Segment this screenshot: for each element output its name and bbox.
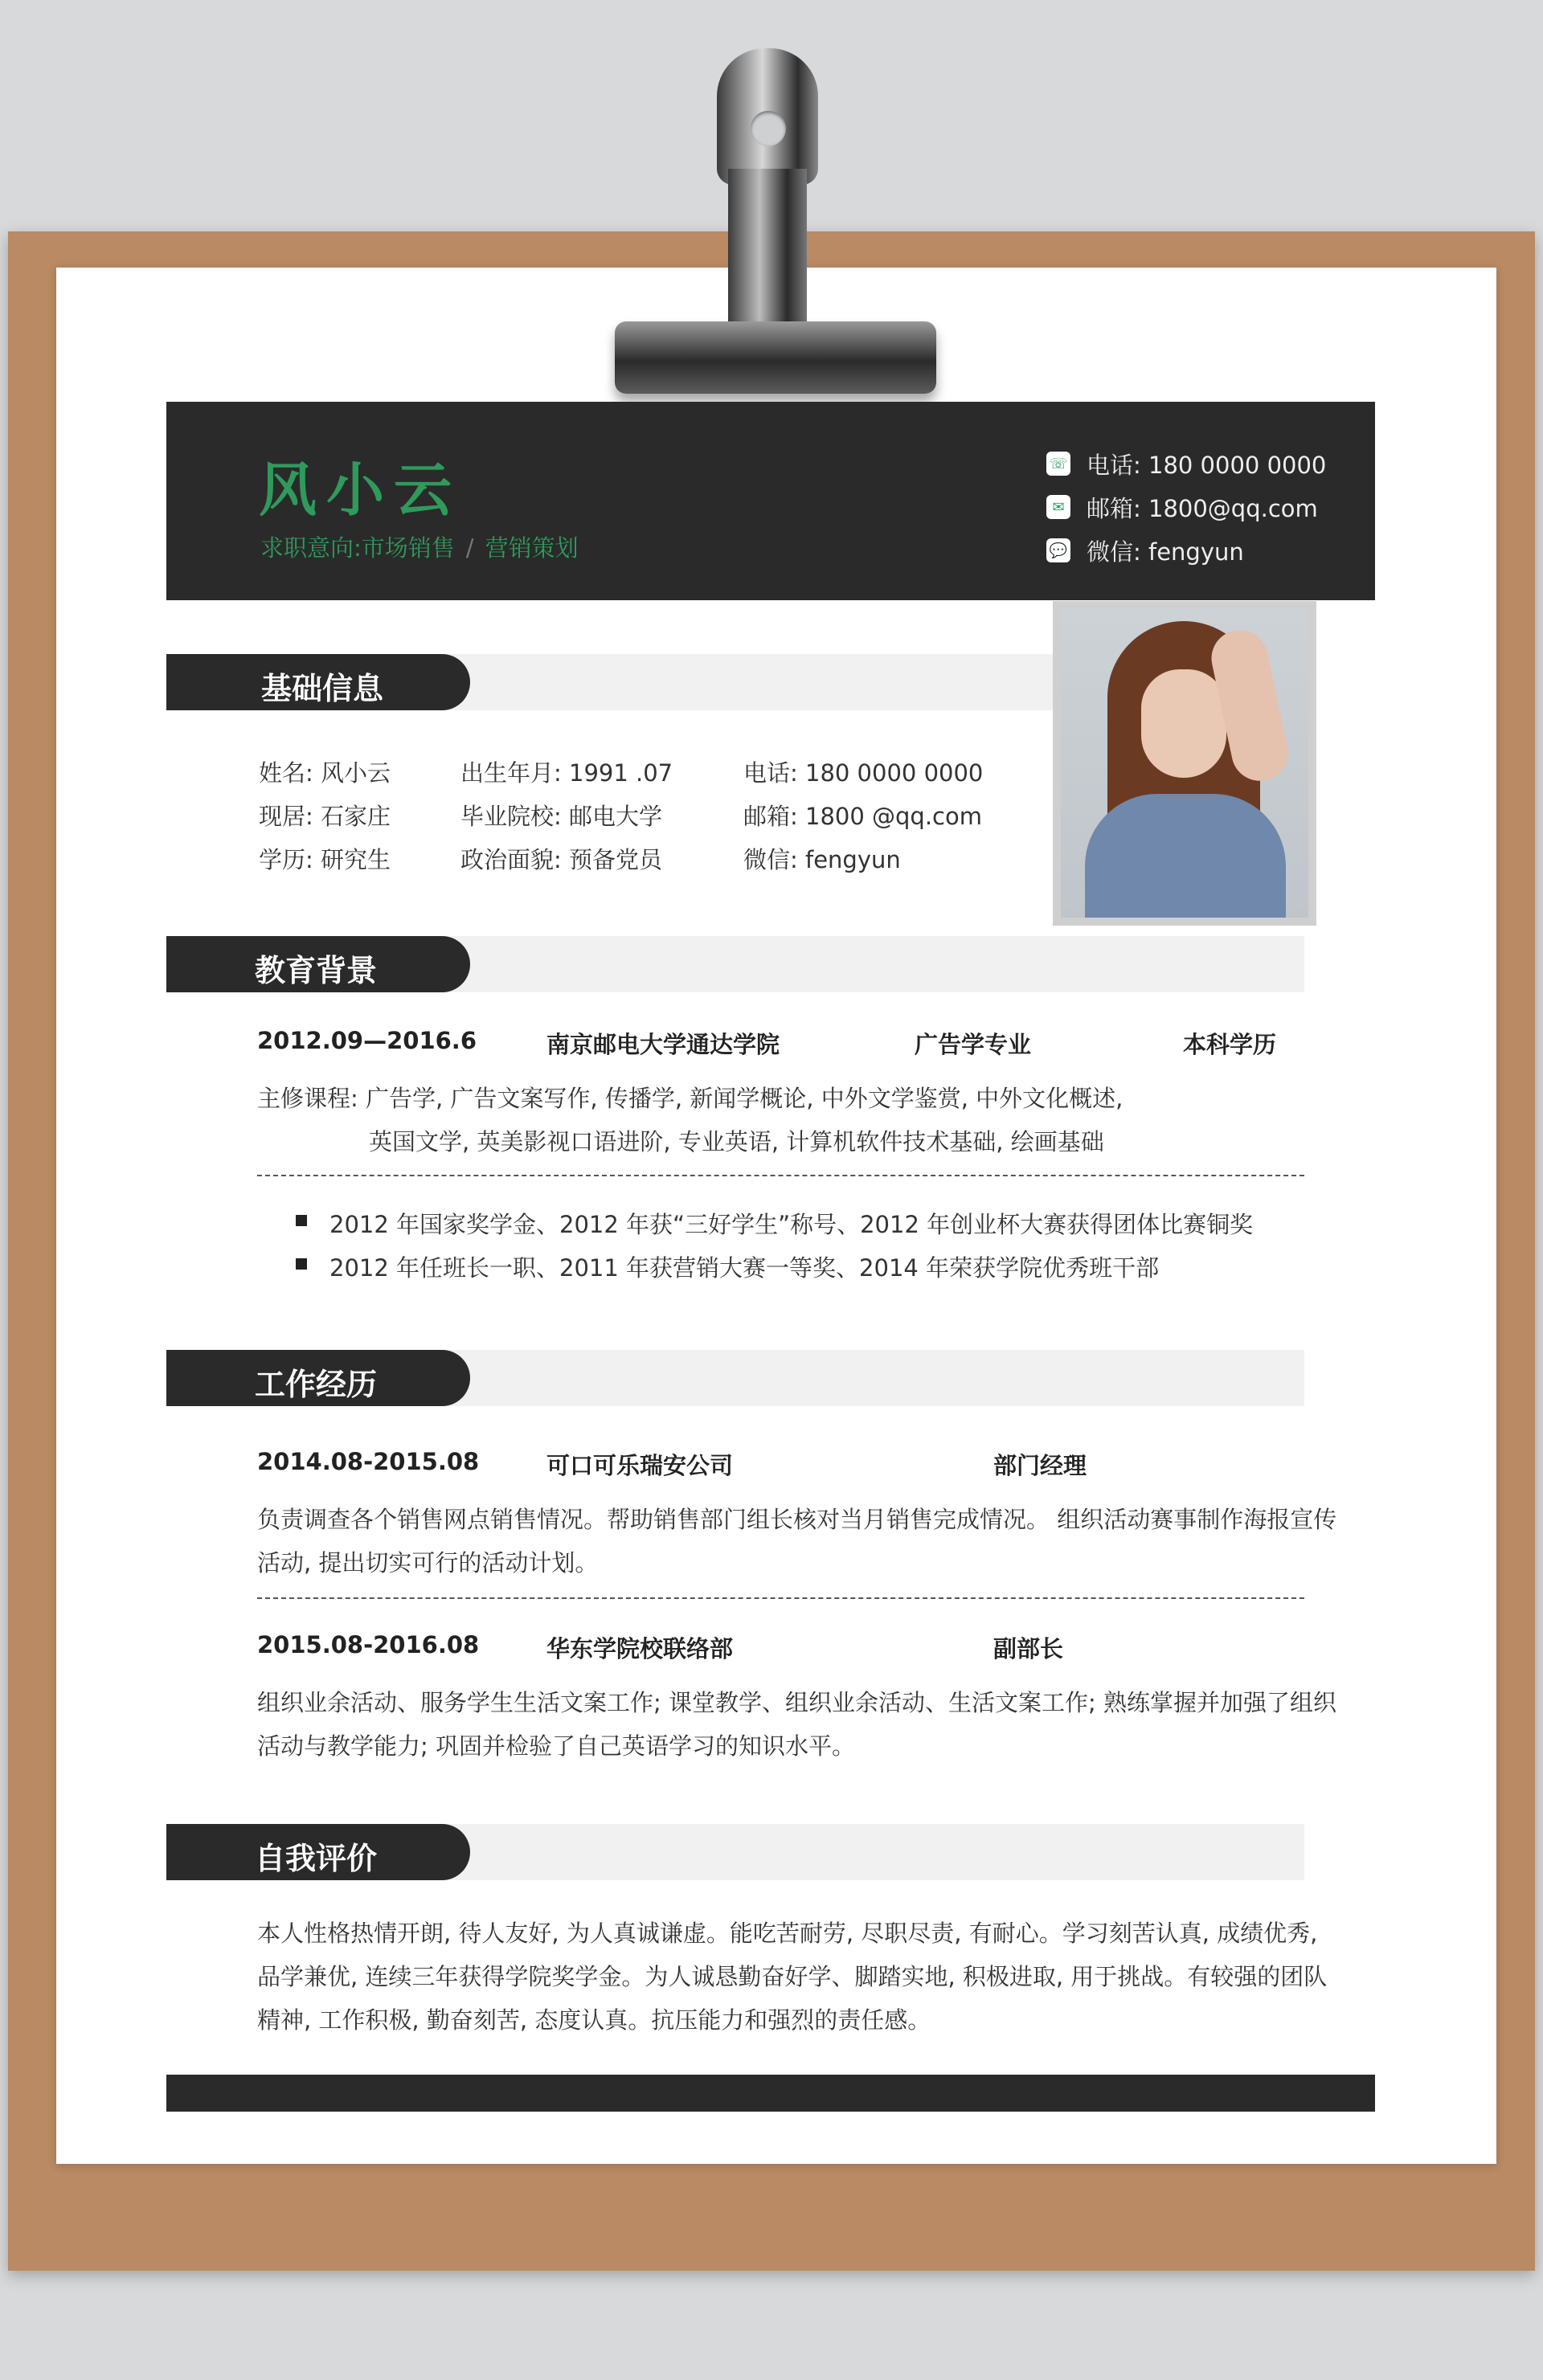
header-contacts: [1046, 442, 1326, 572]
contact-wechat-text: 微信: fengyun: [1087, 538, 1244, 566]
photo-face: [1141, 669, 1226, 778]
edu-award-2: 2012 年任班长一职、2011 年获营销大赛一等奖、2014 年荣获学院优秀班干部: [329, 1254, 1160, 1282]
bullet: [296, 1215, 307, 1226]
footer-bar: [166, 2075, 1375, 2112]
basic-school: 毕业院校: 邮电大学: [460, 803, 662, 830]
work-2-company: 华东学院校联络部: [546, 1635, 734, 1662]
job-intent: [260, 530, 579, 563]
edu-degree: 本科学历: [1183, 1031, 1277, 1058]
work-2-desc-line2: 活动与教学能力; 巩固并检验了自己英语学习的知识水平。: [257, 1732, 855, 1760]
work-1-period: 2014.08-2015.08: [257, 1448, 480, 1475]
basic-email: 邮箱: 1800 @qq.com: [743, 803, 982, 830]
basic-residence: 现居: 石家庄: [259, 803, 391, 830]
edu-award-1: 2012 年国家奖学金、2012 年获“三好学生”称号、2012 年创业杯大赛获得团体比赛铜奖: [329, 1211, 1254, 1238]
section-title-education: 教育背景: [255, 953, 378, 988]
work-1-desc-line1: 负责调查各个销售网点销售情况。帮助销售部门组长核对当月销售完成情况。 组织活动赛事制作海报宣传: [257, 1506, 1337, 1533]
work-1-desc-line2: 活动, 提出切实可行的活动计划。: [257, 1549, 599, 1576]
basic-birth: 出生年月: 1991 .07: [460, 759, 673, 787]
intent-prefix: 求职意向:: [260, 534, 362, 562]
clip-hole: [751, 111, 786, 146]
section-title-work: 工作经历: [255, 1367, 378, 1402]
work-2-desc-line1: 组织业余活动、服务学生生活文案工作; 课堂教学、组织业余活动、生活文案工作; 熟练掌握并加强了组织: [257, 1689, 1336, 1716]
edu-courses-line2: 英国文学, 英美影视口语进阶, 专业英语, 计算机软件技术基础, 绘画基础: [369, 1128, 1104, 1155]
edu-major: 广告学专业: [915, 1031, 1032, 1058]
self-eval-line2: 品学兼优, 连续三年获得学院奖学金。为人诚恳勤奋好学、脚踏实地, 积极进取, 用于挑战。有较强的团队: [257, 1963, 1328, 1990]
work-2-role: 副部长: [993, 1635, 1064, 1662]
basic-name: 姓名: 风小云: [259, 759, 391, 787]
contact-email-text: 邮箱: 1800@qq.com: [1087, 494, 1318, 522]
self-eval-line3: 精神, 工作积极, 勤奋刻苦, 态度认真。抗压能力和强烈的责任感。: [257, 2006, 931, 2034]
intent-1: 市场销售: [361, 534, 455, 562]
section-education-header: [166, 936, 1304, 992]
clip-base: [615, 321, 936, 394]
edu-school: 南京邮电大学通达学院: [546, 1031, 780, 1058]
candidate-name: 风小云: [259, 456, 462, 524]
divider: [257, 1597, 1304, 1599]
edu-courses-line1: 主修课程: 广告学, 广告文案写作, 传播学, 新闻学概论, 中外文学鉴赏, 中外文化概述,: [257, 1085, 1123, 1112]
contact-email: [1046, 485, 1326, 529]
basic-degree: 学历: 研究生: [259, 846, 391, 873]
profile-photo: [1053, 601, 1316, 926]
binder-clip: [579, 48, 948, 358]
intent-2: 营销策划: [485, 534, 579, 562]
work-1-company: 可口可乐瑞安公司: [546, 1452, 734, 1479]
photo-image: [1061, 609, 1308, 918]
work-1-role: 部门经理: [993, 1452, 1087, 1479]
section-tab: [166, 1824, 470, 1880]
clip-neck: [728, 169, 807, 329]
phone-icon: ☏: [1046, 452, 1070, 476]
section-tab: [166, 936, 470, 992]
contact-phone-text: 电话: 180 0000 0000: [1087, 451, 1327, 479]
mail-icon: ✉: [1046, 495, 1070, 519]
section-self-header: [166, 1824, 1304, 1880]
divider: [257, 1175, 1304, 1176]
resume-header: [166, 402, 1375, 600]
basic-phone: 电话: 180 0000 0000: [743, 759, 984, 787]
wechat-icon: 💬: [1046, 538, 1070, 562]
contact-phone: [1046, 442, 1326, 485]
section-title-basic: 基础信息: [261, 671, 384, 706]
photo-shirt: [1085, 794, 1286, 918]
edu-period: 2012.09—2016.6: [257, 1027, 477, 1054]
contact-wechat: [1046, 529, 1326, 572]
self-eval-line1: 本人性格热情开朗, 待人友好, 为人真诚谦虚。能吃苦耐劳, 尽职尽责, 有耐心。学习刻苦认真, 成绩优秀,: [257, 1920, 1318, 1947]
basic-political: 政治面貌: 预备党员: [460, 846, 662, 873]
section-work-header: [166, 1350, 1304, 1406]
intent-separator: /: [465, 534, 474, 562]
work-2-period: 2015.08-2016.08: [257, 1631, 480, 1658]
section-tab: [166, 1350, 470, 1406]
basic-wechat: 微信: fengyun: [743, 846, 901, 873]
bullet: [296, 1258, 307, 1270]
section-title-self: 自我评价: [255, 1841, 378, 1876]
section-tab: [166, 654, 470, 710]
